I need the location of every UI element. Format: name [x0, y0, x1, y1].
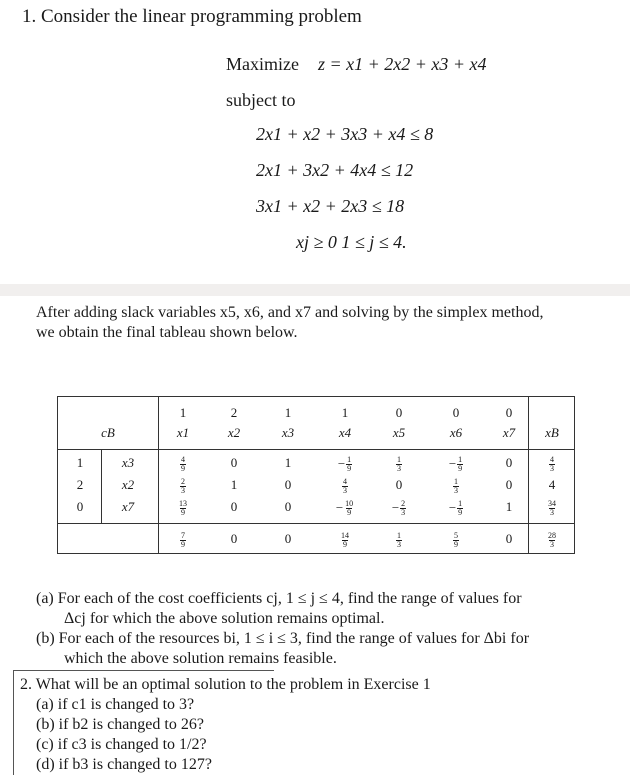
problem-2-title: 2. What will be an optimal solution to the problem in Exercise 1 [20, 676, 431, 693]
objective-row-xb: $\frac{28}{3}$ [548, 530, 556, 549]
cost-coef-2: 2 [230, 405, 238, 420]
cost-coef-7: 0 [505, 405, 513, 420]
row-3-cell-2: 0 [230, 499, 238, 514]
cb-header: cB [101, 425, 115, 440]
var-label-4: x4 [338, 425, 352, 440]
row-3-basic-var: x7 [121, 499, 135, 514]
objective-row-cell-7: 0 [505, 531, 513, 546]
nonnegativity: xj ≥ 0 1 ≤ j ≤ 4. [296, 232, 407, 252]
row-3-cell-1: $\frac{13}{9}$ [179, 498, 187, 517]
objective-row-cell-2: 0 [230, 531, 238, 546]
xb-header: xB [545, 425, 559, 440]
var-label-1: x1 [176, 425, 190, 440]
cost-coef-4: 1 [341, 405, 349, 420]
row-1-cb: 1 [76, 455, 84, 470]
row-1-xb: $\frac{4}{3}$ [550, 454, 554, 473]
constraint-3: 3x1 + x2 + 2x3 ≤ 18 [256, 196, 405, 216]
cost-coef-1: 1 [179, 405, 187, 420]
objective-row-cell-1: $\frac{7}{9}$ [181, 530, 185, 549]
after-text-line-2: we obtain the final tableau shown below. [36, 324, 298, 341]
var-label-6: x6 [449, 425, 463, 440]
maximize-label: Maximize [226, 54, 299, 74]
rule-xb [528, 397, 529, 553]
rule-basic [158, 397, 159, 553]
cost-coef-5: 0 [395, 405, 403, 420]
row-2-basic-var: x2 [121, 477, 135, 492]
row-1-cell-3: 1 [284, 455, 292, 470]
objective-row-cell-5: $\frac{1}{3}$ [397, 530, 401, 549]
constraint-2: 2x1 + 3x2 + 4x4 ≤ 12 [256, 160, 414, 180]
page-divider [0, 284, 630, 296]
row-2-cell-7: 0 [505, 477, 513, 492]
row-1-cell-7: 0 [505, 455, 513, 470]
row-3-cell-5: − $\frac{2}{3}$ [391, 498, 406, 517]
part-a-line-2: Δcj for which the above solution remains optimal. [64, 610, 385, 627]
problem-2-item-a: (a) if c1 is changed to 3? [36, 696, 195, 713]
problem-2-item-c: (c) if c3 is changed to 1/2? [36, 736, 207, 753]
row-1-cell-2: 0 [230, 455, 238, 470]
row-2-xb: 4 [548, 477, 556, 492]
var-label-5: x5 [392, 425, 406, 440]
constraint-1: 2x1 + x2 + 3x3 + x4 ≤ 8 [256, 124, 434, 144]
problem-2-item-d: (d) if b3 is changed to 127? [36, 756, 212, 773]
part-a-line-1: (a) For each of the cost coefficients cj, 1 ≤ j ≤ 4, find the range of values for [36, 590, 522, 607]
row-1-cell-5: $\frac{1}{3}$ [397, 454, 401, 473]
row-3-cell-7: 1 [505, 499, 513, 514]
rule-body [58, 523, 574, 524]
var-label-7: x7 [502, 425, 516, 440]
row-2-cell-2: 1 [230, 477, 238, 492]
subject-to-label: subject to [226, 90, 296, 110]
row-1-cell-6: − $\frac{1}{9}$ [448, 454, 463, 473]
part-b-line-2: which the above solution remains feasible. [64, 650, 337, 667]
row-2-cell-3: 0 [284, 477, 292, 492]
part-b-line-1: (b) For each of the resources bi, 1 ≤ i ≤ 3, find the range of values for Δbi for [36, 630, 530, 647]
row-2-cell-1: $\frac{2}{3}$ [181, 476, 185, 495]
row-3-cell-6: − $\frac{1}{9}$ [448, 498, 463, 517]
problem-1-title: 1. Consider the linear programming problem [22, 6, 362, 27]
row-3-cb: 0 [76, 499, 84, 514]
rule-cb [101, 449, 102, 523]
row-3-cell-3: 0 [284, 499, 292, 514]
simplex-tableau [57, 396, 575, 554]
problem-2-item-b: (b) if b2 is changed to 26? [36, 716, 204, 733]
var-label-2: x2 [227, 425, 241, 440]
var-label-3: x3 [281, 425, 295, 440]
row-2-cell-5: 0 [395, 477, 403, 492]
row-3-xb: $\frac{34}{3}$ [548, 498, 556, 517]
after-text-line-1: After adding slack variables x5, x6, and x7 and solving by the simplex method, [36, 304, 544, 321]
objective-row-cell-4: $\frac{14}{9}$ [341, 530, 349, 549]
objective-function: z = x1 + 2x2 + x3 + x4 [318, 54, 487, 74]
row-2-cell-6: $\frac{1}{3}$ [454, 476, 458, 495]
objective-row-cell-6: $\frac{5}{9}$ [454, 530, 458, 549]
row-2-cb: 2 [76, 477, 84, 492]
cost-coef-3: 1 [284, 405, 292, 420]
row-1-cell-4: − $\frac{1}{9}$ [337, 454, 352, 473]
objective-row-cell-3: 0 [284, 531, 292, 546]
rule-header [58, 449, 574, 450]
row-1-cell-1: $\frac{4}{9}$ [181, 454, 185, 473]
cost-coef-6: 0 [452, 405, 460, 420]
row-3-cell-4: − $\frac{10}{9}$ [335, 498, 354, 517]
row-1-basic-var: x3 [121, 455, 135, 470]
row-2-cell-4: $\frac{4}{3}$ [343, 476, 347, 495]
